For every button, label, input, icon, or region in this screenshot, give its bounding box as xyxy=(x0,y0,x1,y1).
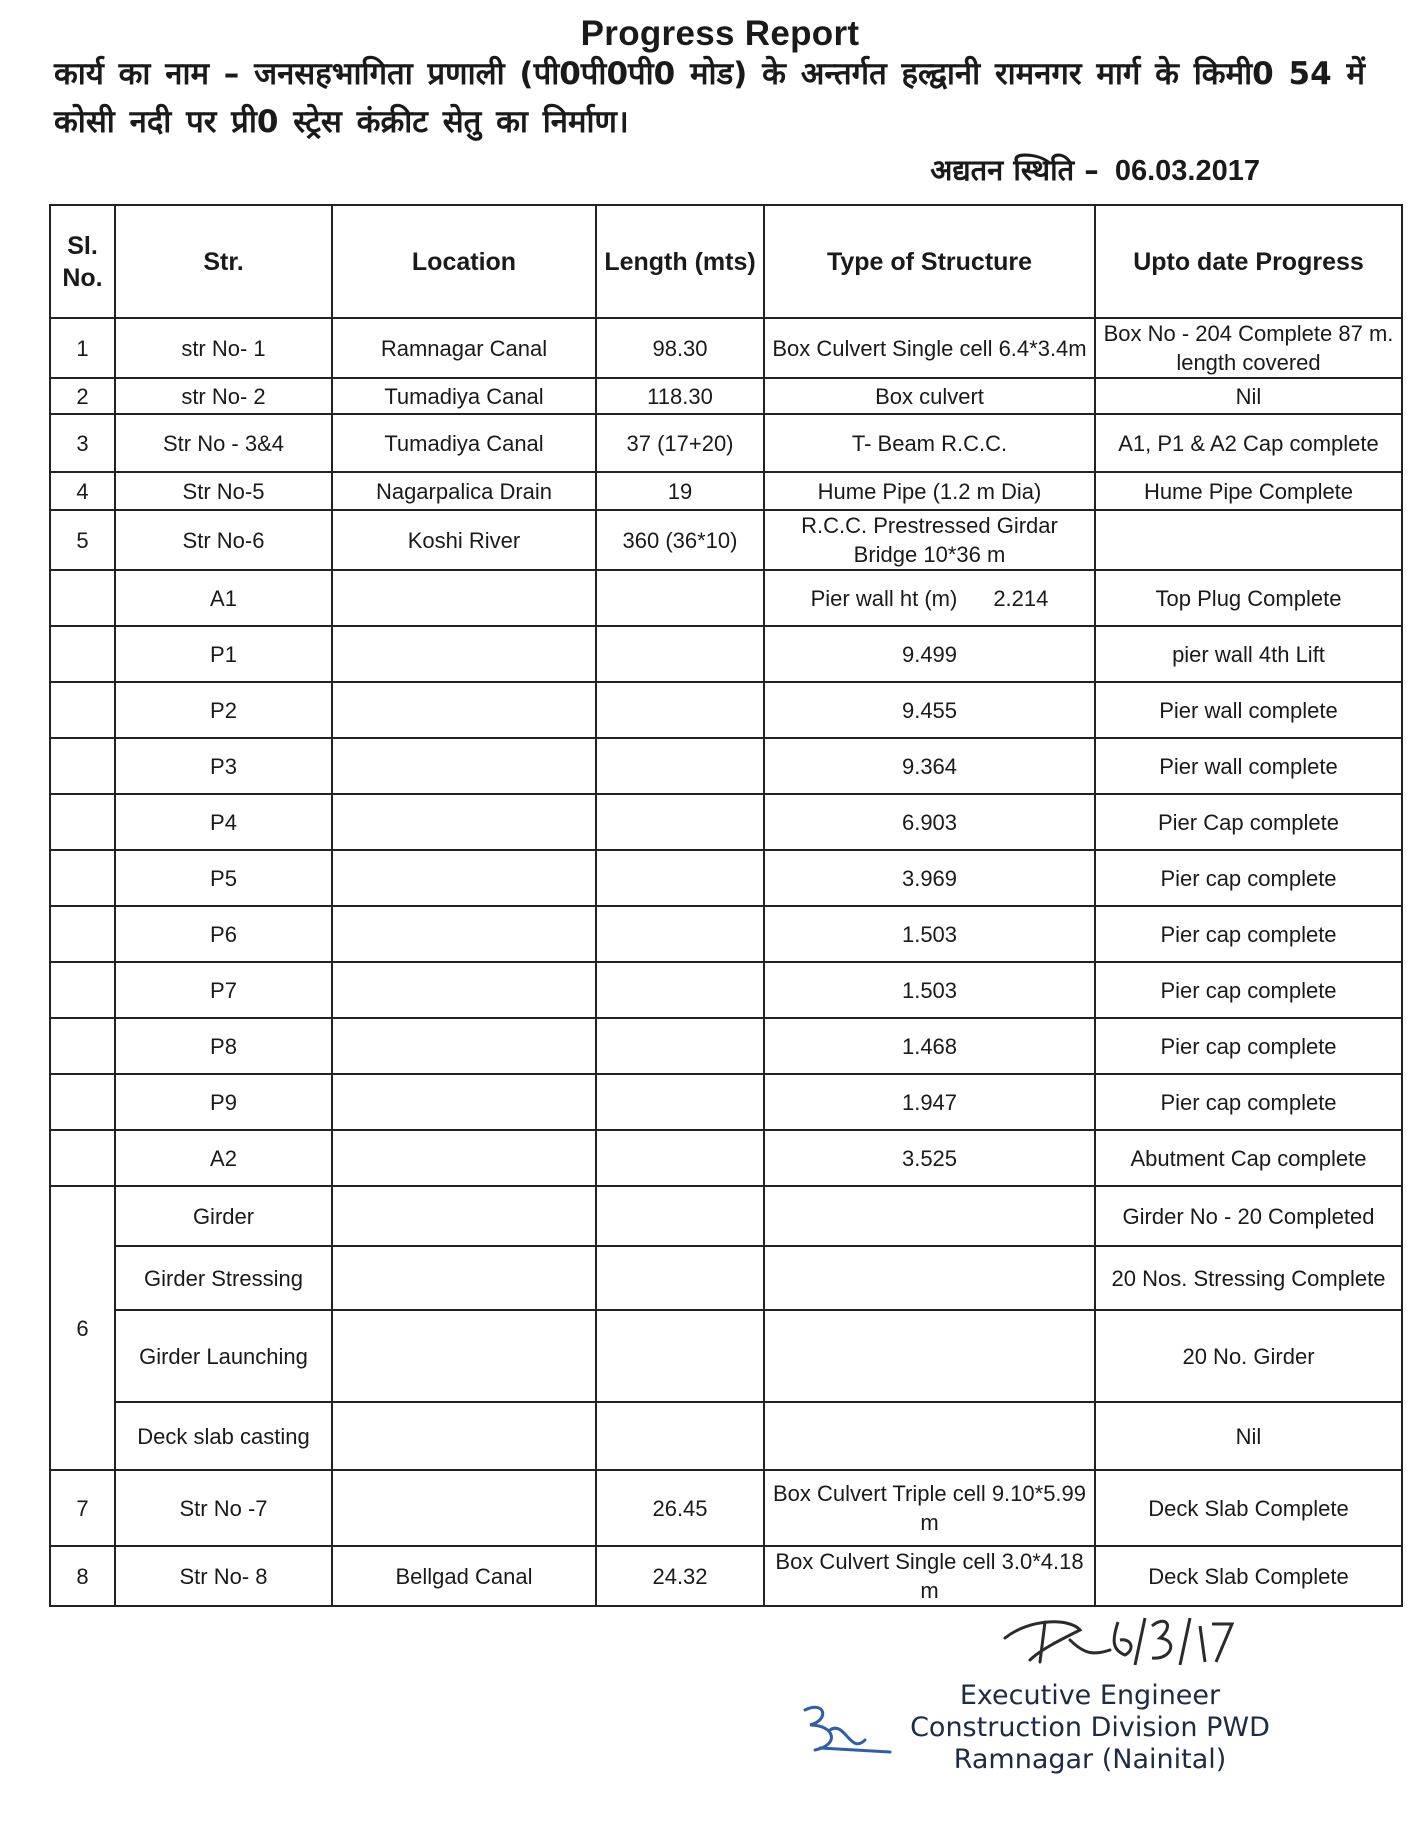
cell-sl xyxy=(50,850,115,906)
cell-location: Nagarpalica Drain xyxy=(332,472,596,510)
cell-location xyxy=(332,1186,596,1246)
cell-location: Tumadiya Canal xyxy=(332,378,596,414)
cell-length: 37 (17+20) xyxy=(596,414,764,472)
cell-type xyxy=(764,1310,1095,1402)
cell-progress: Girder No - 20 Completed xyxy=(1095,1186,1402,1246)
cell-type: 1.468 xyxy=(764,1018,1095,1074)
cell-str: Girder Stressing xyxy=(115,1246,332,1310)
cell-str: str No- 1 xyxy=(115,318,332,378)
cell-str: str No- 2 xyxy=(115,378,332,414)
cell-progress: Pier Cap complete xyxy=(1095,794,1402,850)
table-row xyxy=(50,1246,1402,1310)
cell-type: 9.499 xyxy=(764,626,1095,682)
officer-place: Ramnagar (Nainital) xyxy=(953,1744,1227,1775)
cell-location xyxy=(332,570,596,626)
pier-height-pair xyxy=(769,584,1090,613)
cell-type: Box culvert xyxy=(764,378,1095,414)
cell-sl: 7 xyxy=(50,1470,115,1546)
cell-length xyxy=(596,1402,764,1470)
cell-progress: Nil xyxy=(1095,1402,1402,1470)
status-date: 06.03.2017 xyxy=(1114,155,1260,187)
cell-length: 24.32 xyxy=(596,1546,764,1606)
header-length: Length (mts) xyxy=(596,205,764,318)
cell-progress: Box No - 204 Complete 87 m. length covered xyxy=(1095,318,1402,378)
cell-length xyxy=(596,850,764,906)
handwritten-signature xyxy=(1000,1610,1250,1670)
cell-length xyxy=(596,1186,764,1246)
cell-length: 19 xyxy=(596,472,764,510)
status-line xyxy=(930,150,1260,189)
cell-progress: Pier cap complete xyxy=(1095,1018,1402,1074)
cell-progress: Nil xyxy=(1095,378,1402,414)
cell-type: 1.503 xyxy=(764,962,1095,1018)
cell-location xyxy=(332,1246,596,1310)
cell-progress: Deck Slab Complete xyxy=(1095,1470,1402,1546)
cell-str: P3 xyxy=(115,738,332,794)
header-str: Str. xyxy=(115,205,332,318)
cell-length: 360 (36*10) xyxy=(596,510,764,570)
cell-length xyxy=(596,1018,764,1074)
officer-designation: Executive Engineer xyxy=(959,1680,1221,1711)
table-row xyxy=(50,414,1402,472)
cell-location xyxy=(332,906,596,962)
cell-type: Hume Pipe (1.2 m Dia) xyxy=(764,472,1095,510)
cell-type xyxy=(764,1246,1095,1310)
header-type: Type of Structure xyxy=(764,205,1095,318)
report-title: Progress Report xyxy=(580,14,860,53)
cell-progress: Pier cap complete xyxy=(1095,906,1402,962)
cell-progress: Deck Slab Complete xyxy=(1095,1546,1402,1606)
cell-location xyxy=(332,962,596,1018)
cell-progress: Hume Pipe Complete xyxy=(1095,472,1402,510)
cell-type xyxy=(764,1186,1095,1246)
cell-type: Box Culvert Single cell 3.0*4.18 m xyxy=(764,1546,1095,1606)
cell-type: Box Culvert Triple cell 9.10*5.99 m xyxy=(764,1470,1095,1546)
cell-type: 1.947 xyxy=(764,1074,1095,1130)
header-row xyxy=(50,205,1402,318)
cell-type: 6.903 xyxy=(764,794,1095,850)
cell-location xyxy=(332,682,596,738)
work-name: कार्य का नाम – जनसहभागिता प्रणाली (पी0पी0पी0 मोड) के अन्तर्गत हल्द्वानी रामनगर मार्ग के किमी0 54 में कोसी नदी पर प्री0 स्ट्रेस कंक्रीट सेतु का निर्माण। xyxy=(54,56,1365,140)
cell-sl xyxy=(50,626,115,682)
cell-location xyxy=(332,1130,596,1186)
cell-progress: 20 Nos. Stressing Complete xyxy=(1095,1246,1402,1310)
cell-location xyxy=(332,626,596,682)
cell-progress: Abutment Cap complete xyxy=(1095,1130,1402,1186)
cell-length: 118.30 xyxy=(596,378,764,414)
cell-progress: pier wall 4th Lift xyxy=(1095,626,1402,682)
cell-sl: 5 xyxy=(50,510,115,570)
cell-progress xyxy=(1095,510,1402,570)
cell-type xyxy=(764,570,1095,626)
progress-table xyxy=(49,204,1403,1607)
cell-sl xyxy=(50,570,115,626)
cell-location xyxy=(332,1470,596,1546)
table-row xyxy=(50,1186,1402,1246)
cell-location xyxy=(332,1074,596,1130)
cell-str: P2 xyxy=(115,682,332,738)
cell-progress: Pier wall complete xyxy=(1095,682,1402,738)
table-row xyxy=(50,906,1402,962)
cell-progress: Pier cap complete xyxy=(1095,962,1402,1018)
table-row xyxy=(50,1402,1402,1470)
cell-type: T- Beam R.C.C. xyxy=(764,414,1095,472)
cell-length xyxy=(596,1130,764,1186)
cell-location: Koshi River xyxy=(332,510,596,570)
cell-str: P4 xyxy=(115,794,332,850)
cell-location xyxy=(332,850,596,906)
cell-location xyxy=(332,738,596,794)
cell-length xyxy=(596,682,764,738)
cell-length xyxy=(596,1246,764,1310)
cell-sl xyxy=(50,962,115,1018)
cell-type: 3.525 xyxy=(764,1130,1095,1186)
table-row xyxy=(50,794,1402,850)
cell-sl xyxy=(50,1018,115,1074)
cell-str: P1 xyxy=(115,626,332,682)
cell-length xyxy=(596,1310,764,1402)
cell-length: 98.30 xyxy=(596,318,764,378)
header-progress: Upto date Progress xyxy=(1095,205,1402,318)
cell-length xyxy=(596,906,764,962)
table-row xyxy=(50,850,1402,906)
cell-type xyxy=(764,1402,1095,1470)
cell-type: Box Culvert Single cell 6.4*3.4m xyxy=(764,318,1095,378)
cell-str: P7 xyxy=(115,962,332,1018)
cell-progress: Top Plug Complete xyxy=(1095,570,1402,626)
cell-length xyxy=(596,1074,764,1130)
cell-sl xyxy=(50,682,115,738)
cell-str: Str No- 8 xyxy=(115,1546,332,1606)
table-row xyxy=(50,318,1402,378)
cell-length xyxy=(596,738,764,794)
cell-sl: 4 xyxy=(50,472,115,510)
cell-location xyxy=(332,794,596,850)
cell-progress: Pier wall complete xyxy=(1095,738,1402,794)
cell-sl xyxy=(50,906,115,962)
cell-sl xyxy=(50,1074,115,1130)
table-row xyxy=(50,570,1402,626)
table-row xyxy=(50,682,1402,738)
cell-str: Str No-5 xyxy=(115,472,332,510)
pier-height-label: Pier wall ht (m) xyxy=(810,585,958,611)
table-row xyxy=(50,626,1402,682)
cell-progress: Pier cap complete xyxy=(1095,1074,1402,1130)
cell-type: 3.969 xyxy=(764,850,1095,906)
cell-str: Str No -7 xyxy=(115,1470,332,1546)
table-row xyxy=(50,1470,1402,1546)
cell-location xyxy=(332,1402,596,1470)
cell-str: P9 xyxy=(115,1074,332,1130)
cell-sl xyxy=(50,1130,115,1186)
cell-str: P6 xyxy=(115,906,332,962)
cell-location xyxy=(332,1310,596,1402)
cell-sl: 3 xyxy=(50,414,115,472)
table-row xyxy=(50,1310,1402,1402)
table-row xyxy=(50,1074,1402,1130)
cell-str: Deck slab casting xyxy=(115,1402,332,1470)
cell-length xyxy=(596,570,764,626)
cell-length: 26.45 xyxy=(596,1470,764,1546)
cell-str: Girder xyxy=(115,1186,332,1246)
table-row xyxy=(50,1130,1402,1186)
cell-progress: 20 No. Girder xyxy=(1095,1310,1402,1402)
cell-location: Ramnagar Canal xyxy=(332,318,596,378)
cell-type: 9.455 xyxy=(764,682,1095,738)
cell-length xyxy=(596,794,764,850)
header-sl: Sl. No. xyxy=(50,205,115,318)
cell-length xyxy=(596,962,764,1018)
cell-str: A1 xyxy=(115,570,332,626)
cell-type: R.C.C. Prestressed Girdar Bridge 10*36 m xyxy=(764,510,1095,570)
status-label: अद्यतन स्थिति – xyxy=(930,153,1099,187)
cell-type: 9.364 xyxy=(764,738,1095,794)
table-row xyxy=(50,1546,1402,1606)
pier-height-value: 2.214 xyxy=(993,585,1049,611)
cell-length xyxy=(596,626,764,682)
cell-str: P5 xyxy=(115,850,332,906)
cell-location: Tumadiya Canal xyxy=(332,414,596,472)
cell-str: A2 xyxy=(115,1130,332,1186)
cell-sl xyxy=(50,738,115,794)
header-location: Location xyxy=(332,205,596,318)
cell-str: Str No - 3&4 xyxy=(115,414,332,472)
cell-str: Girder Launching xyxy=(115,1310,332,1402)
cell-progress: Pier cap complete xyxy=(1095,850,1402,906)
table-row xyxy=(50,378,1402,414)
table-row xyxy=(50,1018,1402,1074)
cell-sl xyxy=(50,794,115,850)
cell-type: 1.503 xyxy=(764,906,1095,962)
table-row xyxy=(50,738,1402,794)
cell-str: Str No-6 xyxy=(115,510,332,570)
cell-str: P8 xyxy=(115,1018,332,1074)
cell-location: Bellgad Canal xyxy=(332,1546,596,1606)
cell-sl: 6 xyxy=(50,1186,115,1470)
table-row xyxy=(50,510,1402,570)
cell-sl: 1 xyxy=(50,318,115,378)
cell-location xyxy=(332,1018,596,1074)
table-row xyxy=(50,962,1402,1018)
table-row xyxy=(50,472,1402,510)
cell-sl: 8 xyxy=(50,1546,115,1606)
officer-division: Construction Division PWD xyxy=(910,1712,1270,1743)
officer-block xyxy=(880,1680,1300,1776)
cell-sl: 2 xyxy=(50,378,115,414)
cell-progress: A1, P1 & A2 Cap complete xyxy=(1095,414,1402,472)
